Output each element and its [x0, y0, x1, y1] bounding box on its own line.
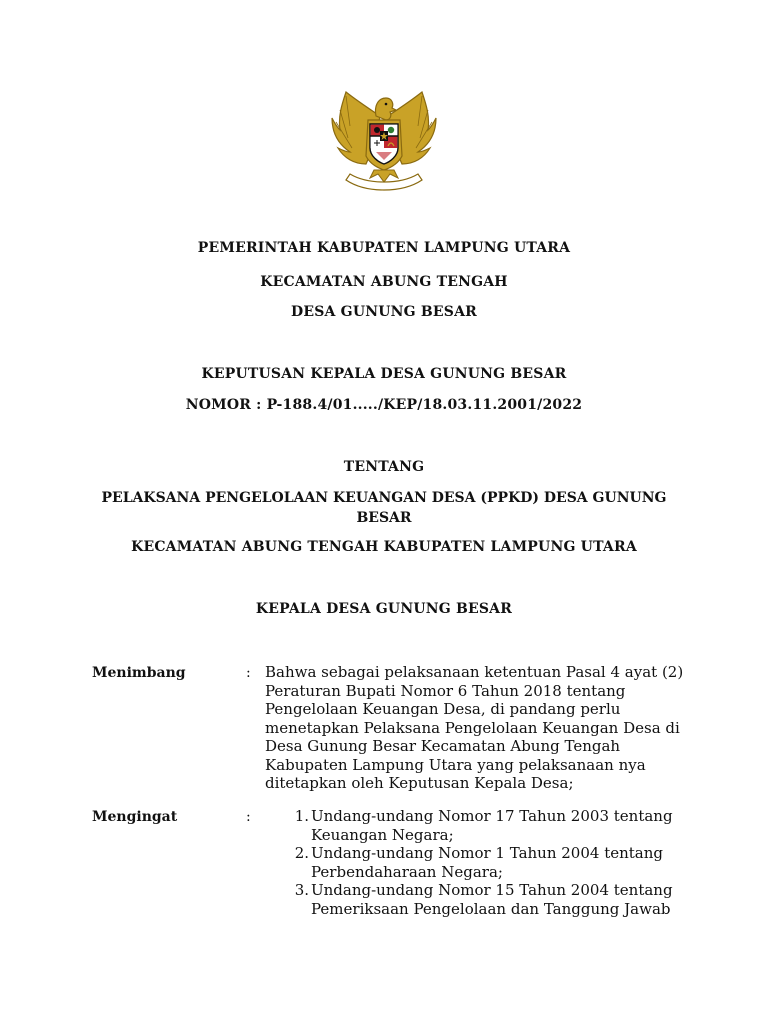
village-title: DESA GUNUNG BESAR [291, 304, 477, 320]
list-item-number: 3. [294, 881, 309, 899]
pancasila-shield [370, 124, 398, 164]
menimbang-label: Menimbang [92, 665, 186, 681]
list-item-number: 1. [294, 807, 309, 825]
garuda-pancasila-emblem [328, 86, 440, 194]
mengingat-label: Mengingat [92, 809, 178, 825]
government-title: PEMERINTAH KABUPATEN LAMPUNG UTARA [197, 240, 571, 256]
list-item-text: Undang-undang Nomor 1 Tahun 2004 tentang Perbendaharaan Negara; [311, 844, 664, 881]
mengingat-colon: : [246, 809, 251, 825]
mengingat-list [265, 807, 685, 918]
list-item-text: Undang-undang Nomor 15 Tahun 2004 tentang Pemeriksaan Pengelolaan dan Tanggung Jawab [311, 881, 673, 918]
menimbang-text: Bahwa sebagai pelaksanaan ketentuan Pasal 4 ayat (2) Peraturan Bupati Nomor 6 Tahun 2018 tentang Pengelolaan Keuangan Desa, di pandang perlu menetapkan Pelaksana Pengelolaan Keuangan Desa di Desa Gunung Besar Kecamatan Abung Tengah Kabupaten Lampung Utara yang pelaksanaan nya ditetapkan oleh Keputusan Kepala Desa; [265, 663, 684, 792]
district-title: KECAMATAN ABUNG TENGAH [260, 274, 508, 290]
list-item-number: 2. [294, 844, 309, 862]
tentang-heading: TENTANG [343, 459, 425, 475]
subject-line-1: PELAKSANA PENGELOLAAN KEUANGAN DESA (PPKD) DESA GUNUNG BESAR [101, 490, 667, 526]
list-item-text: Undang-undang Nomor 17 Tahun 2003 tentang Keuangan Negara; [311, 807, 673, 844]
decree-number: NOMOR : P-188.4/01...../KEP/18.03.11.2001/2022 [185, 397, 583, 413]
list-item [265, 844, 685, 881]
menimbang-colon: : [246, 665, 251, 681]
garuda-tail [370, 170, 398, 182]
list-item [265, 807, 685, 844]
signer-heading: KEPALA DESA GUNUNG BESAR [255, 601, 513, 617]
subject-line-2: KECAMATAN ABUNG TENGAH KABUPATEN LAMPUNG UTARA [131, 539, 637, 555]
list-item [265, 881, 685, 918]
decree-title: KEPUTUSAN KEPALA DESA GUNUNG BESAR [201, 366, 567, 382]
